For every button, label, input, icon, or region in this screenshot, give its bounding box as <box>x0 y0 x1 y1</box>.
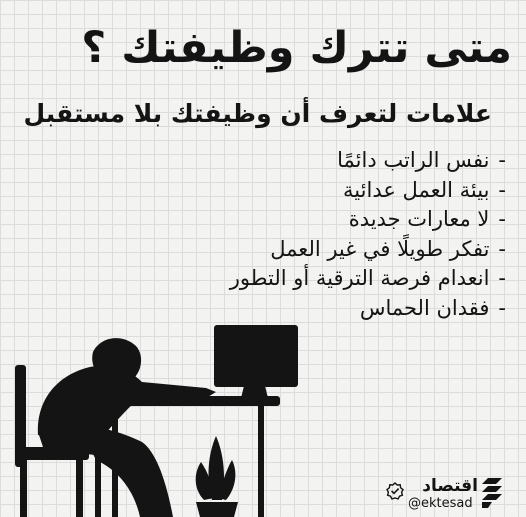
brand-watermark <box>384 474 506 514</box>
list-bullet: - <box>498 236 506 261</box>
page-subtitle: علامات لتعرف أن وظيفتك بلا مستقبل <box>23 99 492 128</box>
ektesad-logo-icon <box>480 476 504 510</box>
list-item-text: انعدام فرصة الترقية أو التطور <box>229 266 490 290</box>
monitor-screen <box>214 325 298 387</box>
chair-leg-left <box>20 458 27 517</box>
chair-leg-right <box>76 458 83 517</box>
person-silhouette <box>38 338 216 517</box>
desk-leg-right <box>258 404 264 517</box>
list-item-text: فقدان الحماس <box>359 295 490 320</box>
list-item-text: تفكر طويلًا في غير العمل <box>270 236 490 261</box>
brand-name: اقتصاد <box>422 476 478 496</box>
list-item-text: نفس الراتب دائمًا <box>337 148 490 172</box>
list-item-text: لا معارات جديدة <box>348 207 490 231</box>
list-bullet: - <box>498 295 506 320</box>
page-title: متى تترك وظيفتك ؟ <box>81 23 512 73</box>
list-bullet: - <box>498 207 506 231</box>
potted-plant <box>196 436 238 517</box>
list-bullet: - <box>498 177 506 202</box>
list-item-text: بيئة العمل عدائية <box>343 177 490 202</box>
list-bullet: - <box>498 148 506 172</box>
verified-badge-icon <box>386 482 404 500</box>
list-bullet: - <box>498 266 506 290</box>
brand-handle: @ektesad <box>408 496 473 511</box>
